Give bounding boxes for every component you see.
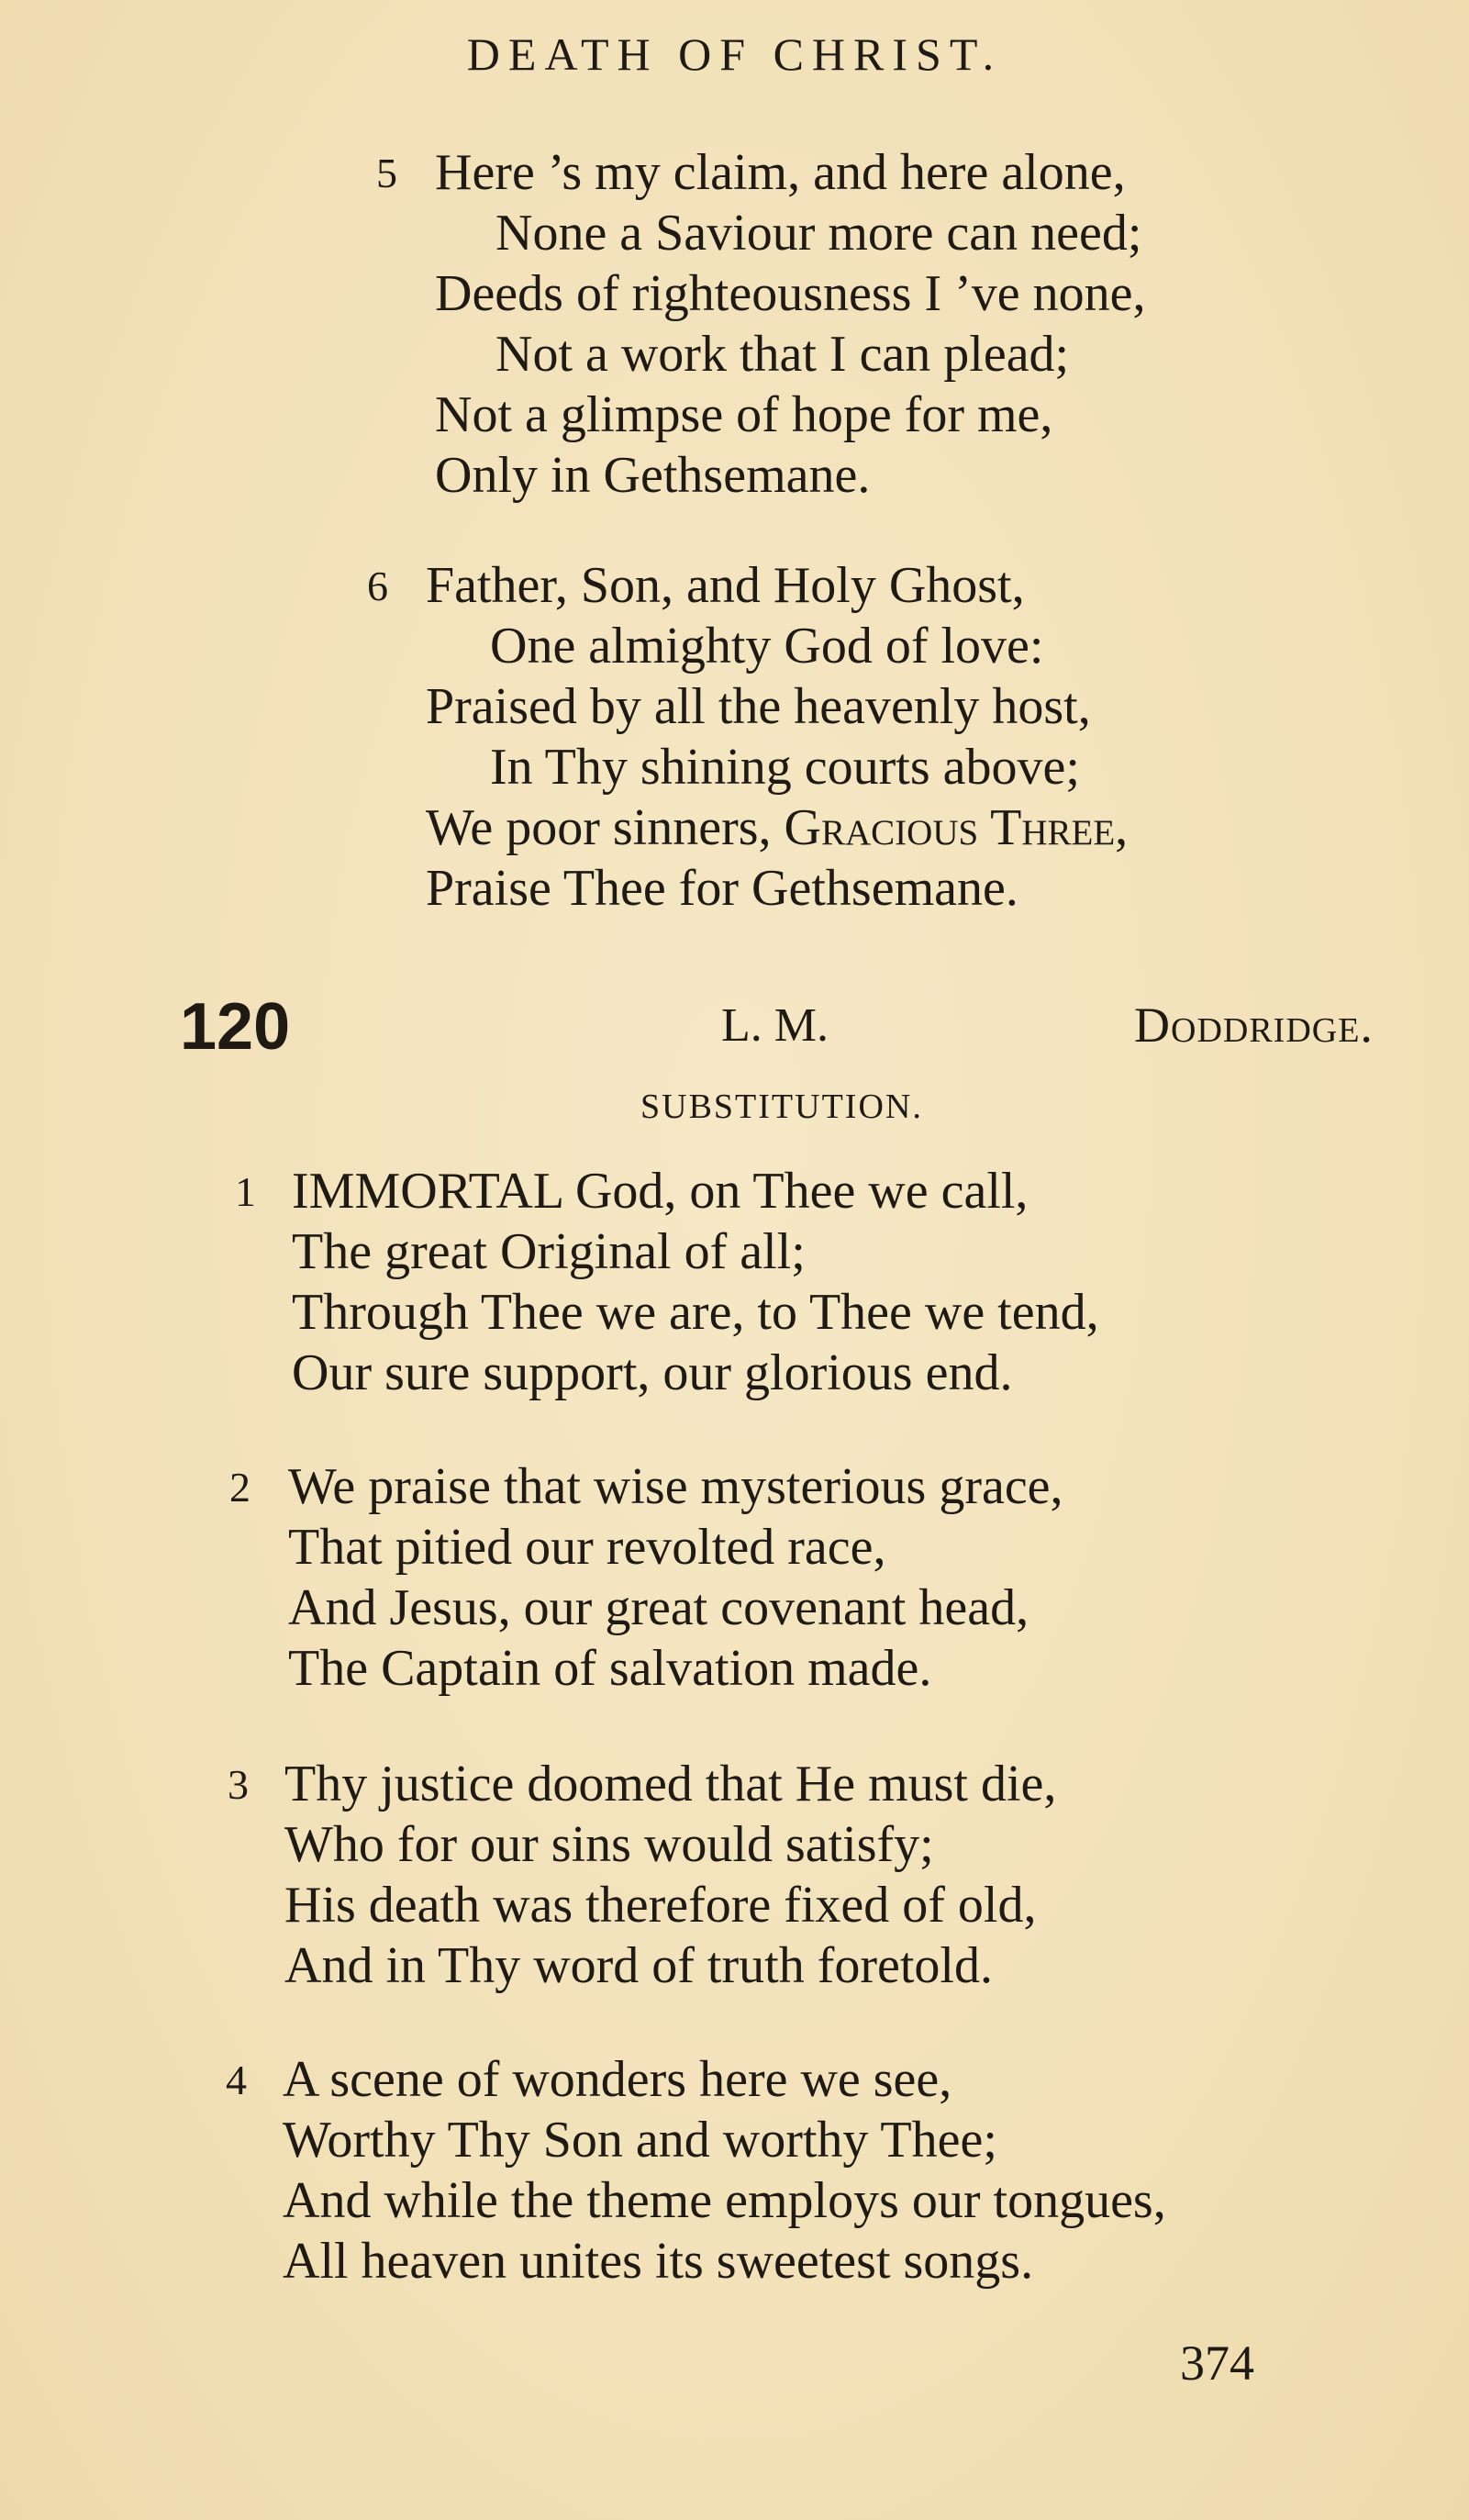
verse-line: That pitied our revolted race, <box>288 1519 886 1576</box>
verse-line: Not a work that I can plead; <box>495 326 1070 383</box>
verse-line: Father, Son, and Holy Ghost, <box>426 557 1025 614</box>
verse-line: His death was therefore fixed of old, <box>284 1877 1037 1934</box>
stanza-number: 6 <box>367 563 388 609</box>
hymn-number: 120 <box>180 990 291 1064</box>
hymn-author: Doddridge. <box>1134 998 1374 1053</box>
stanza-number: 2 <box>229 1464 250 1511</box>
verse-line: The great Original of all; <box>292 1223 806 1280</box>
verse-line: Not a glimpse of hope for me, <box>435 386 1053 443</box>
verse-line: And Jesus, our great covenant head, <box>288 1579 1029 1636</box>
gracious-three-smallcaps: Gracious Three, <box>784 799 1129 856</box>
stanza-number: 3 <box>228 1761 249 1808</box>
hymn-subject: SUBSTITUTION. <box>640 1087 923 1126</box>
verse-line: Thy justice doomed that He must die, <box>284 1756 1057 1812</box>
verse-line: Here ’s my claim, and here alone, <box>435 144 1126 201</box>
verse-line: Deeds of righteousness I ’ve none, <box>435 265 1146 322</box>
running-head: DEATH OF CHRIST. <box>466 28 1003 80</box>
verse-line: We praise that wise mysterious grace, <box>288 1458 1063 1515</box>
verse-line: One almighty God of love: <box>490 618 1044 675</box>
verse-line: A scene of wonders here we see, <box>283 2051 952 2108</box>
verse-line: Through Thee we are, to Thee we tend, <box>292 1284 1099 1341</box>
verse-line <box>426 798 1128 857</box>
verse-line: And while the theme employs our tongues, <box>283 2172 1166 2229</box>
stanza-number: 5 <box>376 150 397 196</box>
stanza-number: 4 <box>226 2057 247 2103</box>
verse-line: Praised by all the heavenly host, <box>426 678 1091 735</box>
verse-line: All heaven unites its sweetest songs. <box>283 2233 1034 2290</box>
hymn-meter: L. M. <box>721 999 829 1052</box>
verse-line: None a Saviour more can need; <box>495 205 1142 262</box>
verse-line: In Thy shining courts above; <box>490 739 1080 796</box>
verse-line: And in Thy word of truth foretold. <box>284 1937 993 1994</box>
verse-line: Worthy Thy Son and worthy Thee; <box>283 2112 997 2169</box>
verse-line: Who for our sins would satisfy; <box>284 1816 934 1873</box>
page-number: 374 <box>1180 2336 1254 2391</box>
stanza-number: 1 <box>235 1168 256 1215</box>
verse-line: Praise Thee for Gethsemane. <box>426 860 1018 917</box>
verse-line: The Captain of salvation made. <box>288 1640 932 1697</box>
verse-line: Only in Gethsemane. <box>435 447 871 504</box>
verse-line: Our sure support, our glorious end. <box>292 1344 1013 1401</box>
verse-line: IMMORTAL God, on Thee we call, <box>292 1163 1029 1220</box>
verse-line-text: We poor sinners, <box>426 799 785 856</box>
